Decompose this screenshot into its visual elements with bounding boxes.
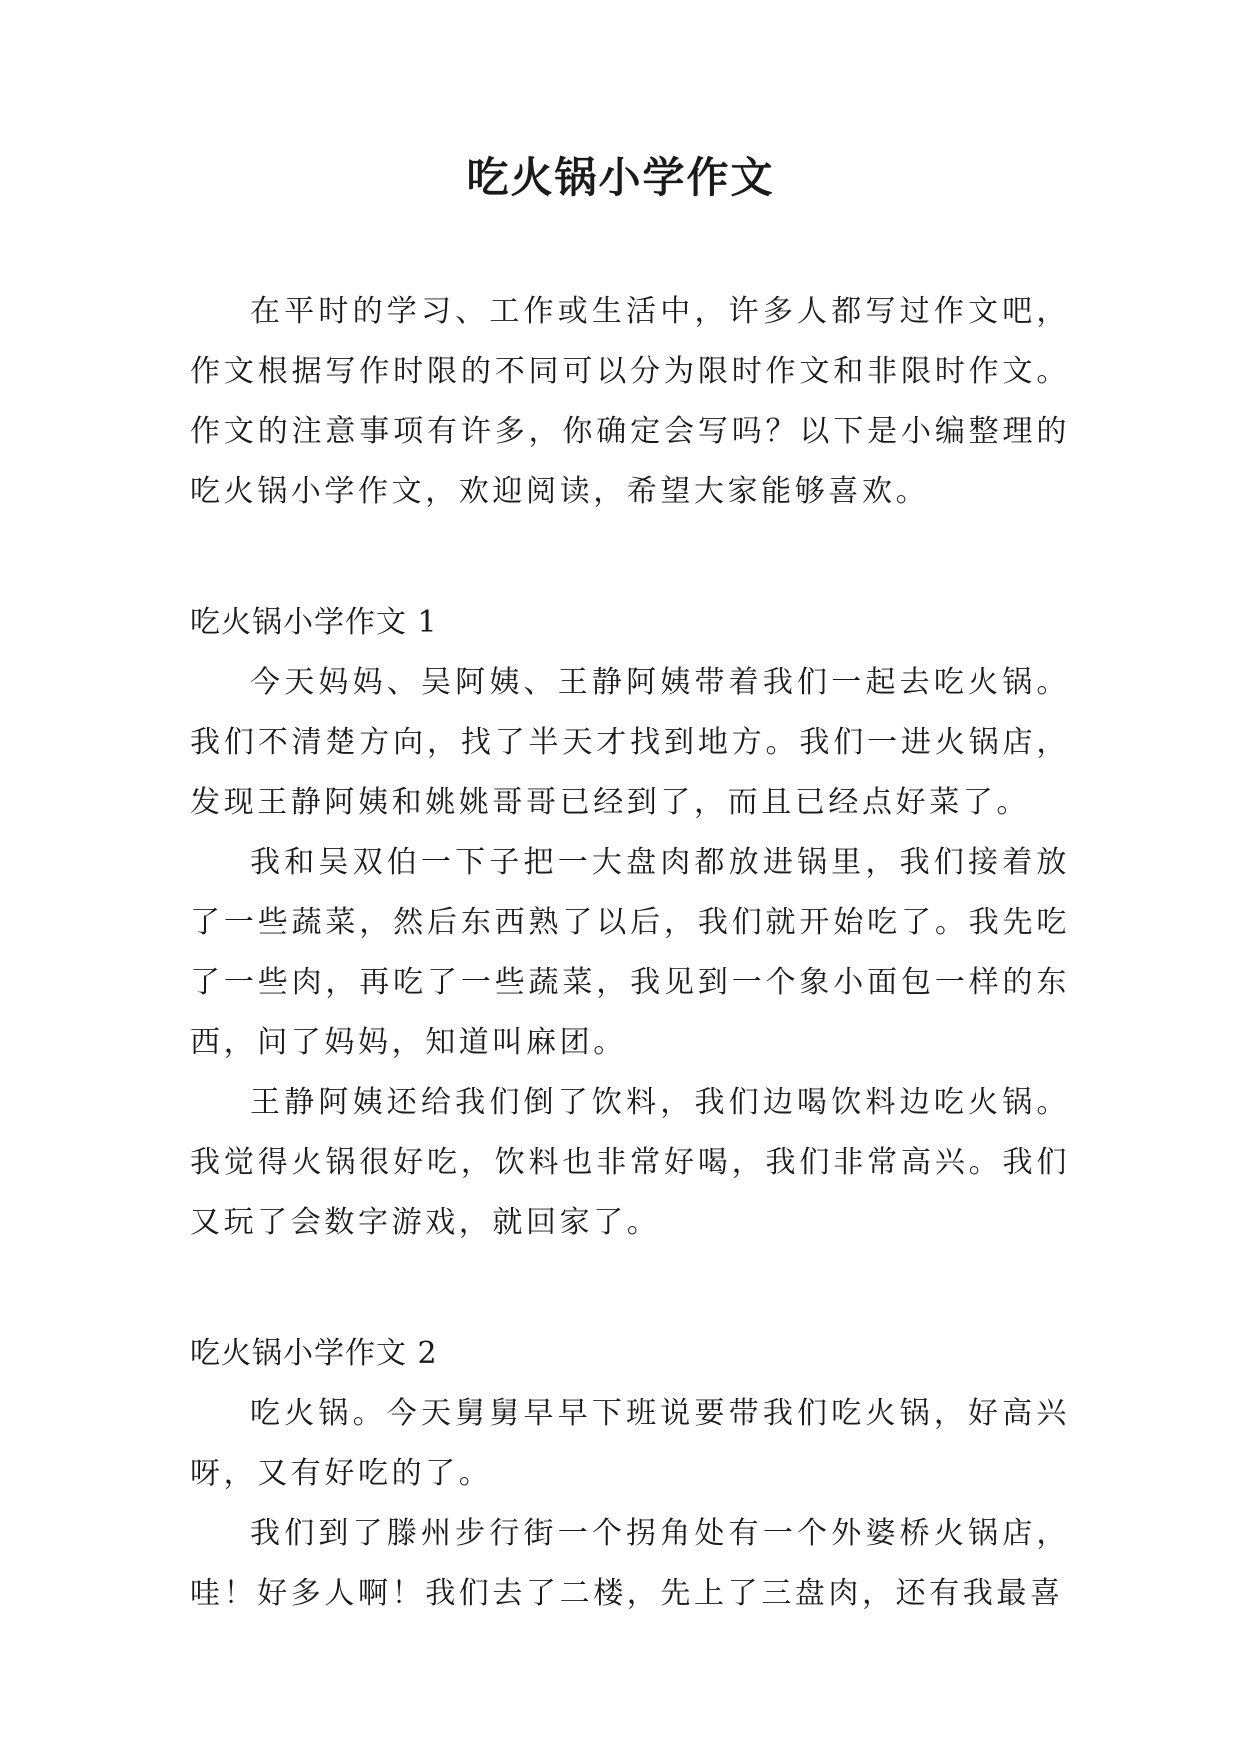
essay-section-1 xyxy=(190,593,1070,1253)
essay-section-2 xyxy=(190,1324,1070,1624)
section-paragraph: 今天妈妈、吴阿姨、王静阿姨带着我们一起去吃火锅。我们不清楚方向，找了半天才找到地方。我们一进火锅店，发现王静阿姨和姚姚哥哥已经到了，而且已经点好菜了。 xyxy=(190,665,1070,820)
spacer xyxy=(190,582,1070,593)
spacer xyxy=(190,1313,1070,1324)
section-heading: 吃火锅小学作文 1 xyxy=(190,605,438,640)
section-paragraph: 我们到了滕州步行街一个拐角处有一个外婆桥火锅店，哇！好多人啊！我们去了二楼，先上了三盘肉，还有我最喜 xyxy=(190,1516,1070,1611)
document-title: 吃火锅小学作文 xyxy=(466,153,775,202)
section-paragraph: 吃火锅。今天舅舅早早下班说要带我们吃火锅，好高兴呀，又有好吃的了。 xyxy=(190,1396,1070,1491)
spacer xyxy=(190,522,1070,582)
intro-paragraph: 在平时的学习、工作或生活中，许多人都写过作文吧，作文根据写作时限的不同可以分为限时作文和非限时作文。作文的注意事项有许多，你确定会写吗？以下是小编整理的吃火锅小学作文，欢迎阅读，希望大家能够喜欢。 xyxy=(190,294,1070,509)
section-paragraph: 我和吴双伯一下子把一大盘肉都放进锅里，我们接着放了一些蔬菜，然后东西熟了以后，我们就开始吃了。我先吃了一些肉，再吃了一些蔬菜，我见到一个象小面包一样的东西，问了妈妈，知道叫麻团。 xyxy=(190,845,1070,1060)
document-body xyxy=(190,282,1070,1624)
spacer xyxy=(190,1253,1070,1313)
section-heading: 吃火锅小学作文 2 xyxy=(190,1336,438,1371)
section-paragraph: 王静阿姨还给我们倒了饮料，我们边喝饮料边吃火锅。我觉得火锅很好吃，饮料也非常好喝，我们非常高兴。我们又玩了会数字游戏，就回家了。 xyxy=(190,1085,1070,1240)
